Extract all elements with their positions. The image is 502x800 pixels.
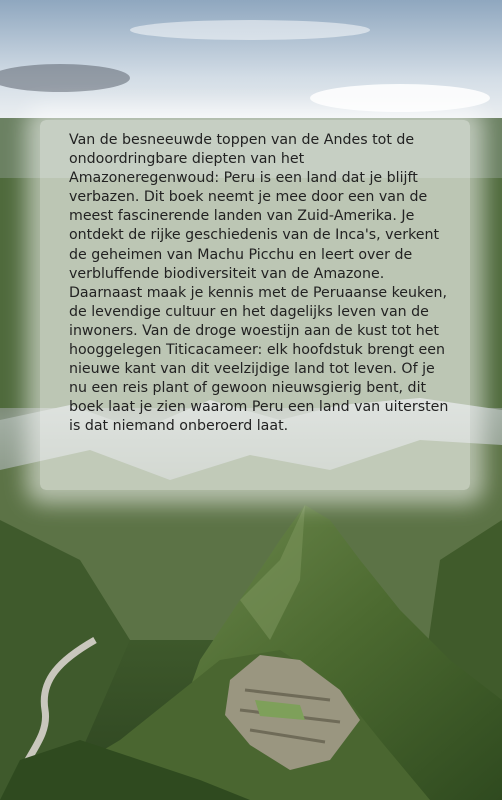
cloud (130, 20, 370, 40)
back-cover-blurb: Van de besneeuwde toppen van de Andes tot de ondoordringbare diepten van het Amazoneregenwoud: Peru is een land dat je blijft verbazen. Dit boek neemt je mee door een van de meest fascinerende landen van Zuid-Amerika. Je ontdekt de rijke geschiedenis van de Inca's, verkent de geheimen van Machu Picchu en leert over de verbluffende biodiversiteit van de Amazone. Daarnaast maak je kennis met de Peruaanse keuken, de levendige cultuur en het dagelijks leven van de inwoners. Van de droge woestijn aan de kust tot het hooggelegen Titicacameer: elk hoofdstuk brengt een nieuwe kant van dit veelzijdige land tot leven. Of je nu een reis plant of gewoon nieuwsgierig bent, dit boek laat je zien waarom Peru een land van uitersten is dat niemand onberoerd laat. (69, 132, 449, 435)
cloud (310, 84, 490, 112)
